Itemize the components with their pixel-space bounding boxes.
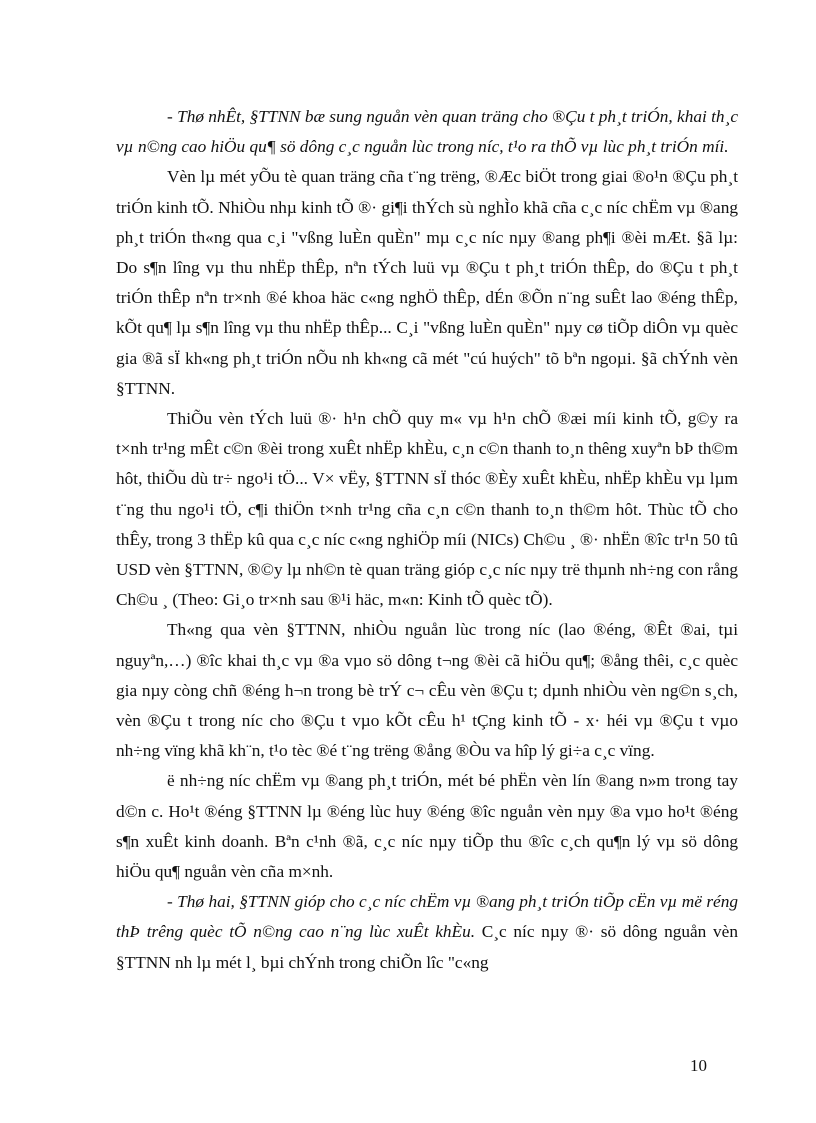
document-page (116, 102, 738, 978)
paragraph-4: Th«ng qua vèn §TTNN, nhiÒu nguån lùc trong níc (lao ®éng, ®Êt ®ai, tµi nguyªn,…) ®îc khai th¸c vµ ®a vµo sö dông t¬ng ®èi cã hiÖu qu¶; ®ång thêi, c¸c quèc gia nµy còng chñ ®éng h¬n trong bè trÝ c¬ cÊu vèn ®Çu t; dµnh nhiÒu vèn ng©n s¸ch, vèn ®Çu t trong níc cho ®Çu t vµo kÕt cÊu h¹ tÇng kinh tÕ - x· héi vµ ®Çu t vµo nh÷ng vïng khã kh¨n, t¹o tèc ®é t¨ng trëng ®ång ®Òu va hîp lý gi÷a c¸c vïng. (116, 620, 738, 761)
paragraph-1: - Thø nhÊt, §TTNN bæ sung nguån vèn quan träng cho ®Çu t ph¸t triÓn, khai th¸c vµ n©ng cao hiÖu qu¶ sö dông c¸c nguån lùc trong níc, t¹o ra thÕ vµ lùc ph¸t triÓn míi. (116, 107, 738, 157)
paragraph-2: Vèn lµ mét yÕu tè quan träng cña t¨ng trëng, ®Æc biÖt trong giai ®o¹n ®Çu ph¸t triÓn kinh tÕ. NhiÒu nhµ kinh tÕ ®· gi¶i thÝch sù nghÌo khã cña c¸c níc chËm vµ ®ang ph¸t triÓn th«ng qua c¸i "vßng luÈn quÈn" mµ c¸c níc nµy ®ang ph¶i ®èi mÆt. §ã lµ: Do s¶n lîng vµ thu nhËp thÊp, nªn tÝch luü vµ ®Çu t ph¸t triÓn thÊp, do ®Çu t ph¸t triÓn thÊp nªn tr×nh ®é khoa häc c«ng nghÖ thÊp, dÉn ®Õn n¨ng suÊt lao ®éng thÊp, kÕt qu¶ lµ s¶n lîng vµ thu nhËp thÊp... C¸i "vßng luÈn quÈn" nµy cø tiÕp diÔn vµ quèc gia ®ã sÏ kh«ng ph¸t triÓn nÕu nh kh«ng cã mét "cú huých" tõ bªn ngoµi. §ã chÝnh vèn §TTNN. (116, 167, 738, 398)
paragraph-6-continuation: C¸c níc nµy ®· sö dông nguån vèn §TTNN nh lµ mét l¸ bµi chÝnh trong chiÕn lîc "c«ng (116, 922, 738, 972)
paragraph-6-italic-lead: - Thø hai, §TTNN gióp cho c¸c níc chËm vµ ®ang ph¸t triÓn tiÕp cËn vµ më réng thÞ trêng quèc tÕ n©ng cao n¨ng lùc xuÊt khÈu. (116, 892, 738, 942)
paragraph-3: ThiÕu vèn tÝch luü ®· h¹n chÕ quy m« vµ h¹n chÕ ®æi míi kinh tÕ, g©y ra t×nh tr¹ng mÊt c©n ®èi trong xuÊt nhËp khÈu, c¸n c©n thanh to¸n thêng xuyªn bÞ th©m hôt, thiÕu dù tr÷ ngo¹i tÖ... V× vËy, §TTNN sÏ thóc ®Èy xuÊt khÈu, nhËp khÈu vµ lµm t¨ng thu ngo¹i tÖ, c¶i thiÖn t×nh tr¹ng cña c¸n c©n thanh to¸n th©m hôt. Thùc tÕ cho thÊy, trong 3 thËp kû qua c¸c níc c«ng nghiÖp míi (NICs) Ch©u ¸ ®· nhËn ®îc tr¹n 50 tû USD vèn §TTNN, ®©y lµ nh©n tè quan träng gióp c¸c níc nµy trë thµnh nh÷ng con rång Ch©u ¸ (Theo: Gi¸o tr×nh sau ®¹i häc, m«n: Kinh tÕ quèc tÕ). (116, 409, 738, 610)
page-number: 10 (690, 1056, 707, 1075)
paragraph-6 (116, 887, 738, 978)
paragraph-5: ë nh÷ng níc chËm vµ ®ang ph¸t triÓn, mét bé phËn vèn lín ®ang n»m trong tay d©n c. Ho¹t ®éng §TTNN lµ ®éng lùc huy ®éng ®îc nguån vèn nµy ®a vµo ho¹t ®éng s¶n xuÊt kinh doanh. Bªn c¹nh ®ã, c¸c níc nµy tiÕp thu ®îc c¸ch qu¶n lý vµ sö dông hiÖu qu¶ nguån vèn cña m×nh. (116, 771, 738, 882)
